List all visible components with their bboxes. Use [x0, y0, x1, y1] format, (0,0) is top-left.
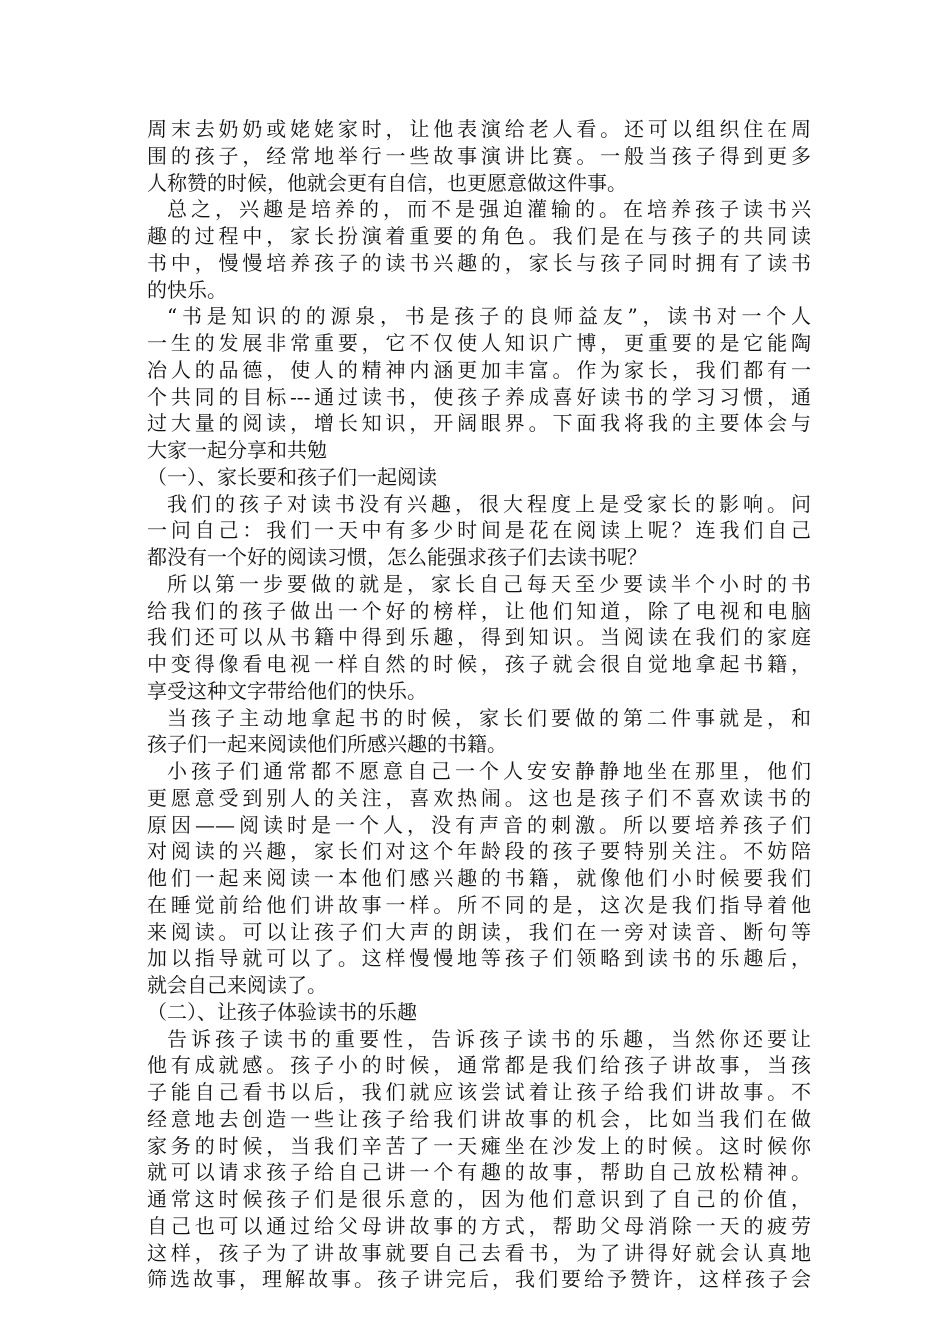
- text-line: 家务的时候，当我们辛苦了一天瘫坐在沙发上的时候。这时候你: [147, 1133, 811, 1158]
- text-line: 筛选故事，理解故事。孩子讲完后，我们要给予赞许，这样孩子会: [147, 1267, 811, 1292]
- text-line: 子能自己看书以后，我们就应该尝试着让孩子给我们讲故事。不: [147, 1080, 811, 1104]
- text-line: 所以第一步要做的就是，家长自己每天至少要读半个小时的书: [167, 571, 811, 596]
- text-line: “书是知识的的源泉，书是孩子的良师益友”，读书对一个人: [167, 304, 811, 329]
- text-line: 总之，兴趣是培养的，而不是强迫灌输的。在培养孩子读书兴: [167, 197, 811, 222]
- section-heading: （二）、让孩子体验读书的乐趣: [147, 999, 417, 1024]
- text-line: 一问自己：我们一天中有多少时间是花在阅读上呢？连我们自己: [147, 518, 811, 543]
- text-line: 更愿意受到别人的关注，喜欢热闹。这也是孩子们不喜欢读书的: [147, 785, 811, 810]
- text-line: 小孩子们通常都不愿意自己一个人安安静静地坐在那里，他们: [167, 759, 811, 783]
- text-line: 个共同的目标---通过读书，使孩子养成喜好读书的学习习惯，通: [147, 384, 811, 409]
- text-line: 他们一起来阅读一本他们感兴趣的书籍，就像他们小时候要我们: [147, 866, 811, 890]
- text-line: 加以指导就可以了。这样慢慢地等孩子们领略到读书的乐趣后，: [147, 946, 811, 971]
- text-line: 周末去奶奶或姥姥家时，让他表演给老人看。还可以组织住在周: [147, 117, 811, 141]
- text-line: 中变得像看电视一样自然的时候，孩子就会很自觉地拿起书籍，: [147, 652, 811, 676]
- text-line: 在睡觉前给他们讲故事一样。所不同的是，这次是我们指导着他: [147, 892, 811, 917]
- text-line: 来阅读。可以让孩子们大声的朗读，我们在一旁对读音、断句等: [147, 919, 811, 944]
- text-line: 我们的孩子对读书没有兴趣，很大程度上是受家长的影响。问: [167, 491, 811, 516]
- text-line: 自己也可以通过给父母讲故事的方式，帮助父母消除一天的疲劳: [147, 1213, 811, 1238]
- text-line: 孩子们一起来阅读他们所感兴趣的书籍。: [147, 732, 507, 757]
- text-line: 这样，孩子为了讲故事就要自己去看书，为了讲得好就会认真地: [147, 1240, 811, 1265]
- text-line: 趣的过程中，家长扮演着重要的角色。我们是在与孩子的共同读: [147, 224, 811, 248]
- text-line: 就会自己来阅读了。: [147, 973, 327, 997]
- text-line: 大家一起分享和共勉: [147, 438, 327, 462]
- text-line: 人称赞的时候，他就会更有自信，也更愿意做这件事。: [147, 170, 627, 195]
- text-line: 对阅读的兴趣，家长们对这个年龄段的孩子要特别关注。不妨陪: [147, 839, 811, 864]
- text-line: 告诉孩子读书的重要性，告诉孩子读书的乐趣，当然你还要让: [167, 1026, 811, 1051]
- text-line: 当孩子主动地拿起书的时候，家长们要做的第二件事就是，和: [167, 705, 811, 730]
- text-line: 冶人的品德，使人的精神内涵更加丰富。作为家长，我们都有一: [147, 357, 811, 382]
- text-line: 通常这时候孩子们是很乐意的，因为他们意识到了自己的价值，: [147, 1187, 811, 1211]
- document-body: [147, 116, 811, 1293]
- text-line: 原因——阅读时是一个人，没有声音的刺激。所以要培养孩子们: [147, 812, 811, 837]
- text-line: 经意地去创造一些让孩子给我们讲故事的机会，比如当我们在做: [147, 1106, 811, 1131]
- text-line: 的快乐。: [147, 277, 227, 302]
- text-line: 我们还可以从书籍中得到乐趣，得到知识。当阅读在我们的家庭: [147, 625, 811, 650]
- text-line: 围的孩子，经常地举行一些故事演讲比赛。一般当孩子得到更多: [147, 143, 811, 168]
- text-line: 过大量的阅读，增长知识，开阔眼界。下面我将我的主要体会与: [147, 411, 811, 436]
- section-heading: （一）、家长要和孩子们一起阅读: [147, 464, 437, 489]
- text-line: 一生的发展非常重要，它不仅使人知识广博，更重要的是它能陶: [147, 331, 811, 355]
- text-line: 他有成就感。孩子小的时候，通常都是我们给孩子讲故事，当孩: [147, 1053, 811, 1078]
- text-line: 享受这种文字带给他们的快乐。: [147, 678, 427, 703]
- text-line: 都没有一个好的阅读习惯，怎么能强求孩子们去读书呢？: [147, 545, 647, 569]
- text-line: 书中，慢慢培养孩子的读书兴趣的，家长与孩子同时拥有了读书: [147, 250, 811, 275]
- text-line: 给我们的孩子做出一个好的榜样，让他们知道，除了电视和电脑: [147, 598, 811, 623]
- text-line: 就可以请求孩子给自己讲一个有趣的故事，帮助自己放松精神。: [147, 1160, 811, 1185]
